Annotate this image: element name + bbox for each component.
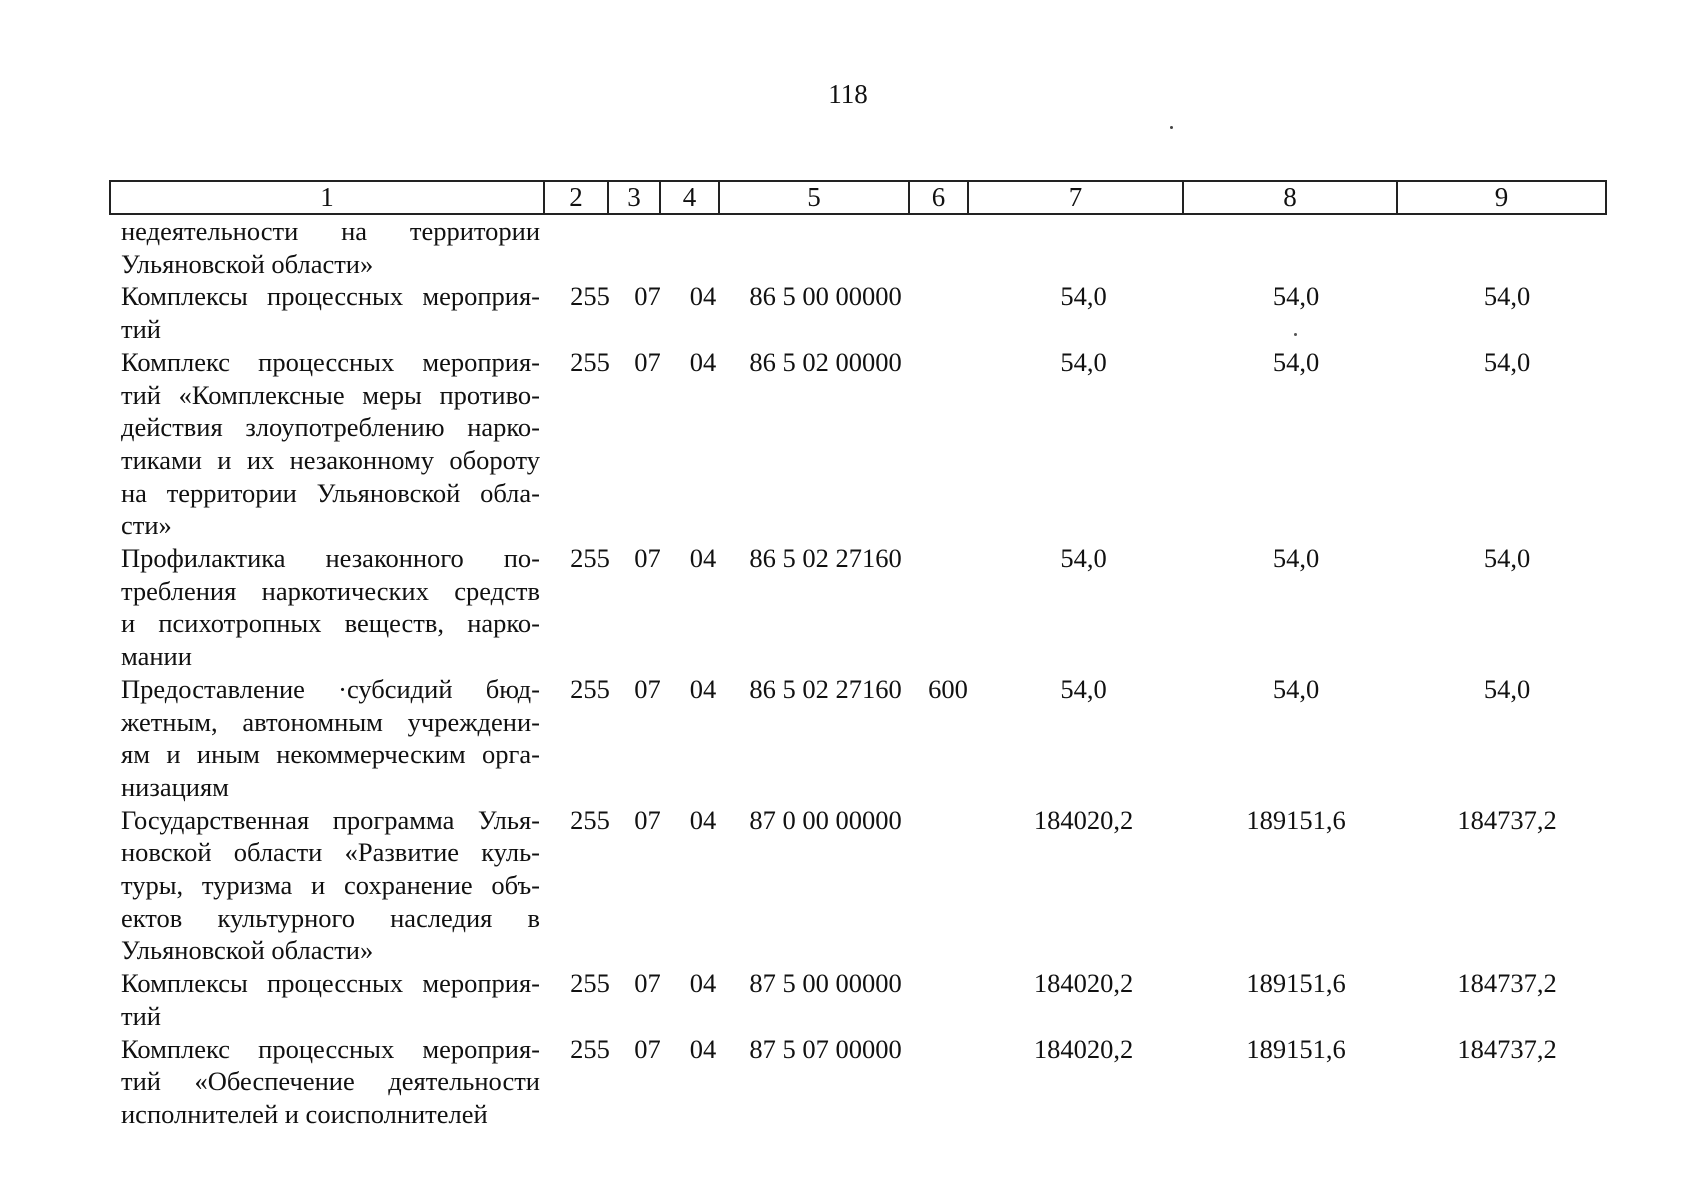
cell-c7: 184020,2: [1033, 804, 1134, 835]
cell-c8: 189151,6: [1246, 968, 1346, 999]
row-name: [109, 542, 540, 673]
cell-c5: 87 5 07 00000: [749, 1033, 902, 1064]
column-header-row: [109, 180, 1607, 215]
column-header: 8: [1183, 181, 1397, 214]
cell-c6: 600: [928, 673, 968, 704]
row-name: [109, 967, 540, 1032]
row-name: [109, 804, 540, 968]
row-name: [109, 673, 540, 804]
table-row: [109, 1033, 1557, 1131]
cell-c2: 255: [570, 1033, 610, 1064]
table-row: [109, 215, 540, 280]
cell-c3: 07: [634, 673, 661, 704]
stray-dot-mark: [1170, 126, 1173, 129]
cell-c5: 86 5 02 27160: [749, 673, 902, 704]
row-name-line: действия злоупотреблению нарко-: [121, 412, 540, 443]
table-row: [109, 804, 1557, 968]
cell-c3: 07: [634, 1033, 661, 1064]
cell-c4: 04: [689, 804, 717, 835]
cell-c2: 255: [570, 346, 610, 377]
cell-c9: 54,0: [1483, 346, 1531, 377]
cell-c9: 54,0: [1483, 281, 1531, 312]
table-row: [109, 346, 1531, 542]
table-row: [109, 542, 1531, 673]
row-name-line: Комплексы процессных мероприя-: [121, 281, 540, 312]
row-name-line: требления наркотических средств: [121, 575, 540, 606]
row-name-line: тий: [121, 314, 161, 345]
row-name-line: тий «Комплексные меры противо-: [121, 379, 540, 410]
cell-c2: 255: [570, 968, 610, 999]
cell-c5: 87 5 00 00000: [749, 968, 902, 999]
row-name-line: Комплекс процессных мероприя-: [121, 346, 540, 377]
cell-c8: 54,0: [1272, 346, 1320, 377]
row-name-line: Ульяновской области»: [121, 935, 374, 966]
cell-c9: 184737,2: [1457, 968, 1557, 999]
row-name-line: и психотропных веществ, нарко-: [121, 608, 540, 639]
row-name-line: сти»: [121, 510, 172, 541]
cell-c5: 87 0 00 00000: [749, 804, 902, 835]
cell-c4: 04: [689, 543, 717, 574]
row-name-line: тий: [121, 1000, 161, 1031]
row-name-line: на территории Ульяновской обла-: [121, 477, 540, 508]
cell-c4: 04: [689, 968, 717, 999]
cell-c5: 86 5 00 00000: [749, 281, 902, 312]
cell-c5: 86 5 02 00000: [749, 346, 902, 377]
cell-c8: 54,0: [1272, 281, 1320, 312]
row-name-line: новской области «Развитие куль-: [121, 837, 540, 868]
table-row: [109, 967, 1557, 1032]
cell-c2: 255: [570, 804, 610, 835]
cell-c7: 54,0: [1060, 281, 1107, 312]
row-name-line: Комплекс процессных мероприя-: [121, 1033, 540, 1064]
cell-c7: 184020,2: [1033, 968, 1134, 999]
row-name-line: мании: [121, 641, 192, 672]
cell-c7: 54,0: [1060, 543, 1107, 574]
cell-c4: 04: [689, 673, 717, 704]
row-name-line: ям и иным некоммерческим орга-: [121, 739, 540, 770]
column-header: 2: [544, 181, 608, 214]
cell-c4: 04: [689, 1033, 717, 1064]
row-name-line: тиками и их незаконному обороту: [121, 444, 540, 475]
cell-c7: 54,0: [1060, 346, 1107, 377]
cell-c8: 54,0: [1272, 673, 1320, 704]
cell-c3: 07: [634, 346, 661, 377]
cell-c9: 184737,2: [1457, 804, 1557, 835]
column-header: 5: [719, 181, 909, 214]
row-name-line: низациям: [121, 771, 229, 802]
column-header: 1: [110, 181, 544, 214]
cell-c8: 189151,6: [1246, 1033, 1346, 1064]
row-name-line: Комплексы процессных мероприя-: [121, 968, 540, 999]
row-name-line: тий «Обеспечение деятельности: [121, 1066, 540, 1097]
cell-c9: 184737,2: [1457, 1033, 1557, 1064]
cell-c7: 54,0: [1060, 673, 1107, 704]
column-header: 9: [1397, 181, 1606, 214]
row-name-line: недеятельности на территории: [121, 216, 540, 246]
row-name-line: Профилактика незаконного по-: [121, 543, 540, 574]
cell-c3: 07: [634, 804, 661, 835]
page-number: 118: [828, 79, 868, 109]
stray-dot-mark: [1294, 333, 1297, 336]
table-row: [109, 673, 1531, 804]
cell-c9: 54,0: [1483, 543, 1531, 574]
row-name: [109, 1033, 540, 1131]
cell-c3: 07: [634, 968, 661, 999]
cell-c8: 189151,6: [1246, 804, 1346, 835]
row-name: [109, 346, 540, 542]
row-name-line: Государственная программа Улья-: [121, 804, 540, 835]
cell-c8: 54,0: [1272, 543, 1320, 574]
cell-c7: 184020,2: [1033, 1033, 1134, 1064]
cell-c3: 07: [634, 281, 661, 312]
row-name-line: ектов культурного наследия в: [121, 902, 540, 933]
row-name-line: жетным, автономным учреждени-: [121, 706, 540, 737]
column-header: 4: [660, 181, 719, 214]
row-name: [109, 215, 540, 280]
column-header: 7: [968, 181, 1183, 214]
row-name-line: Ульяновской области»: [121, 248, 374, 279]
cell-c3: 07: [634, 543, 661, 574]
cell-c2: 255: [570, 673, 610, 704]
table-body: [109, 215, 1557, 1131]
cell-c9: 54,0: [1483, 673, 1531, 704]
cell-c2: 255: [570, 543, 610, 574]
row-name-line: Предоставление ·субсидий бюд-: [121, 673, 540, 704]
table-row: [109, 280, 1531, 345]
row-name-line: туры, туризма и сохранение объ-: [121, 870, 540, 901]
row-name-line: исполнителей и соисполнителей: [121, 1098, 488, 1129]
cell-c4: 04: [689, 281, 717, 312]
column-header: 3: [608, 181, 660, 214]
cell-c2: 255: [570, 281, 610, 312]
row-name: [109, 280, 540, 345]
cell-c5: 86 5 02 27160: [749, 543, 902, 574]
cell-c4: 04: [689, 346, 717, 377]
column-header: 6: [909, 181, 968, 214]
